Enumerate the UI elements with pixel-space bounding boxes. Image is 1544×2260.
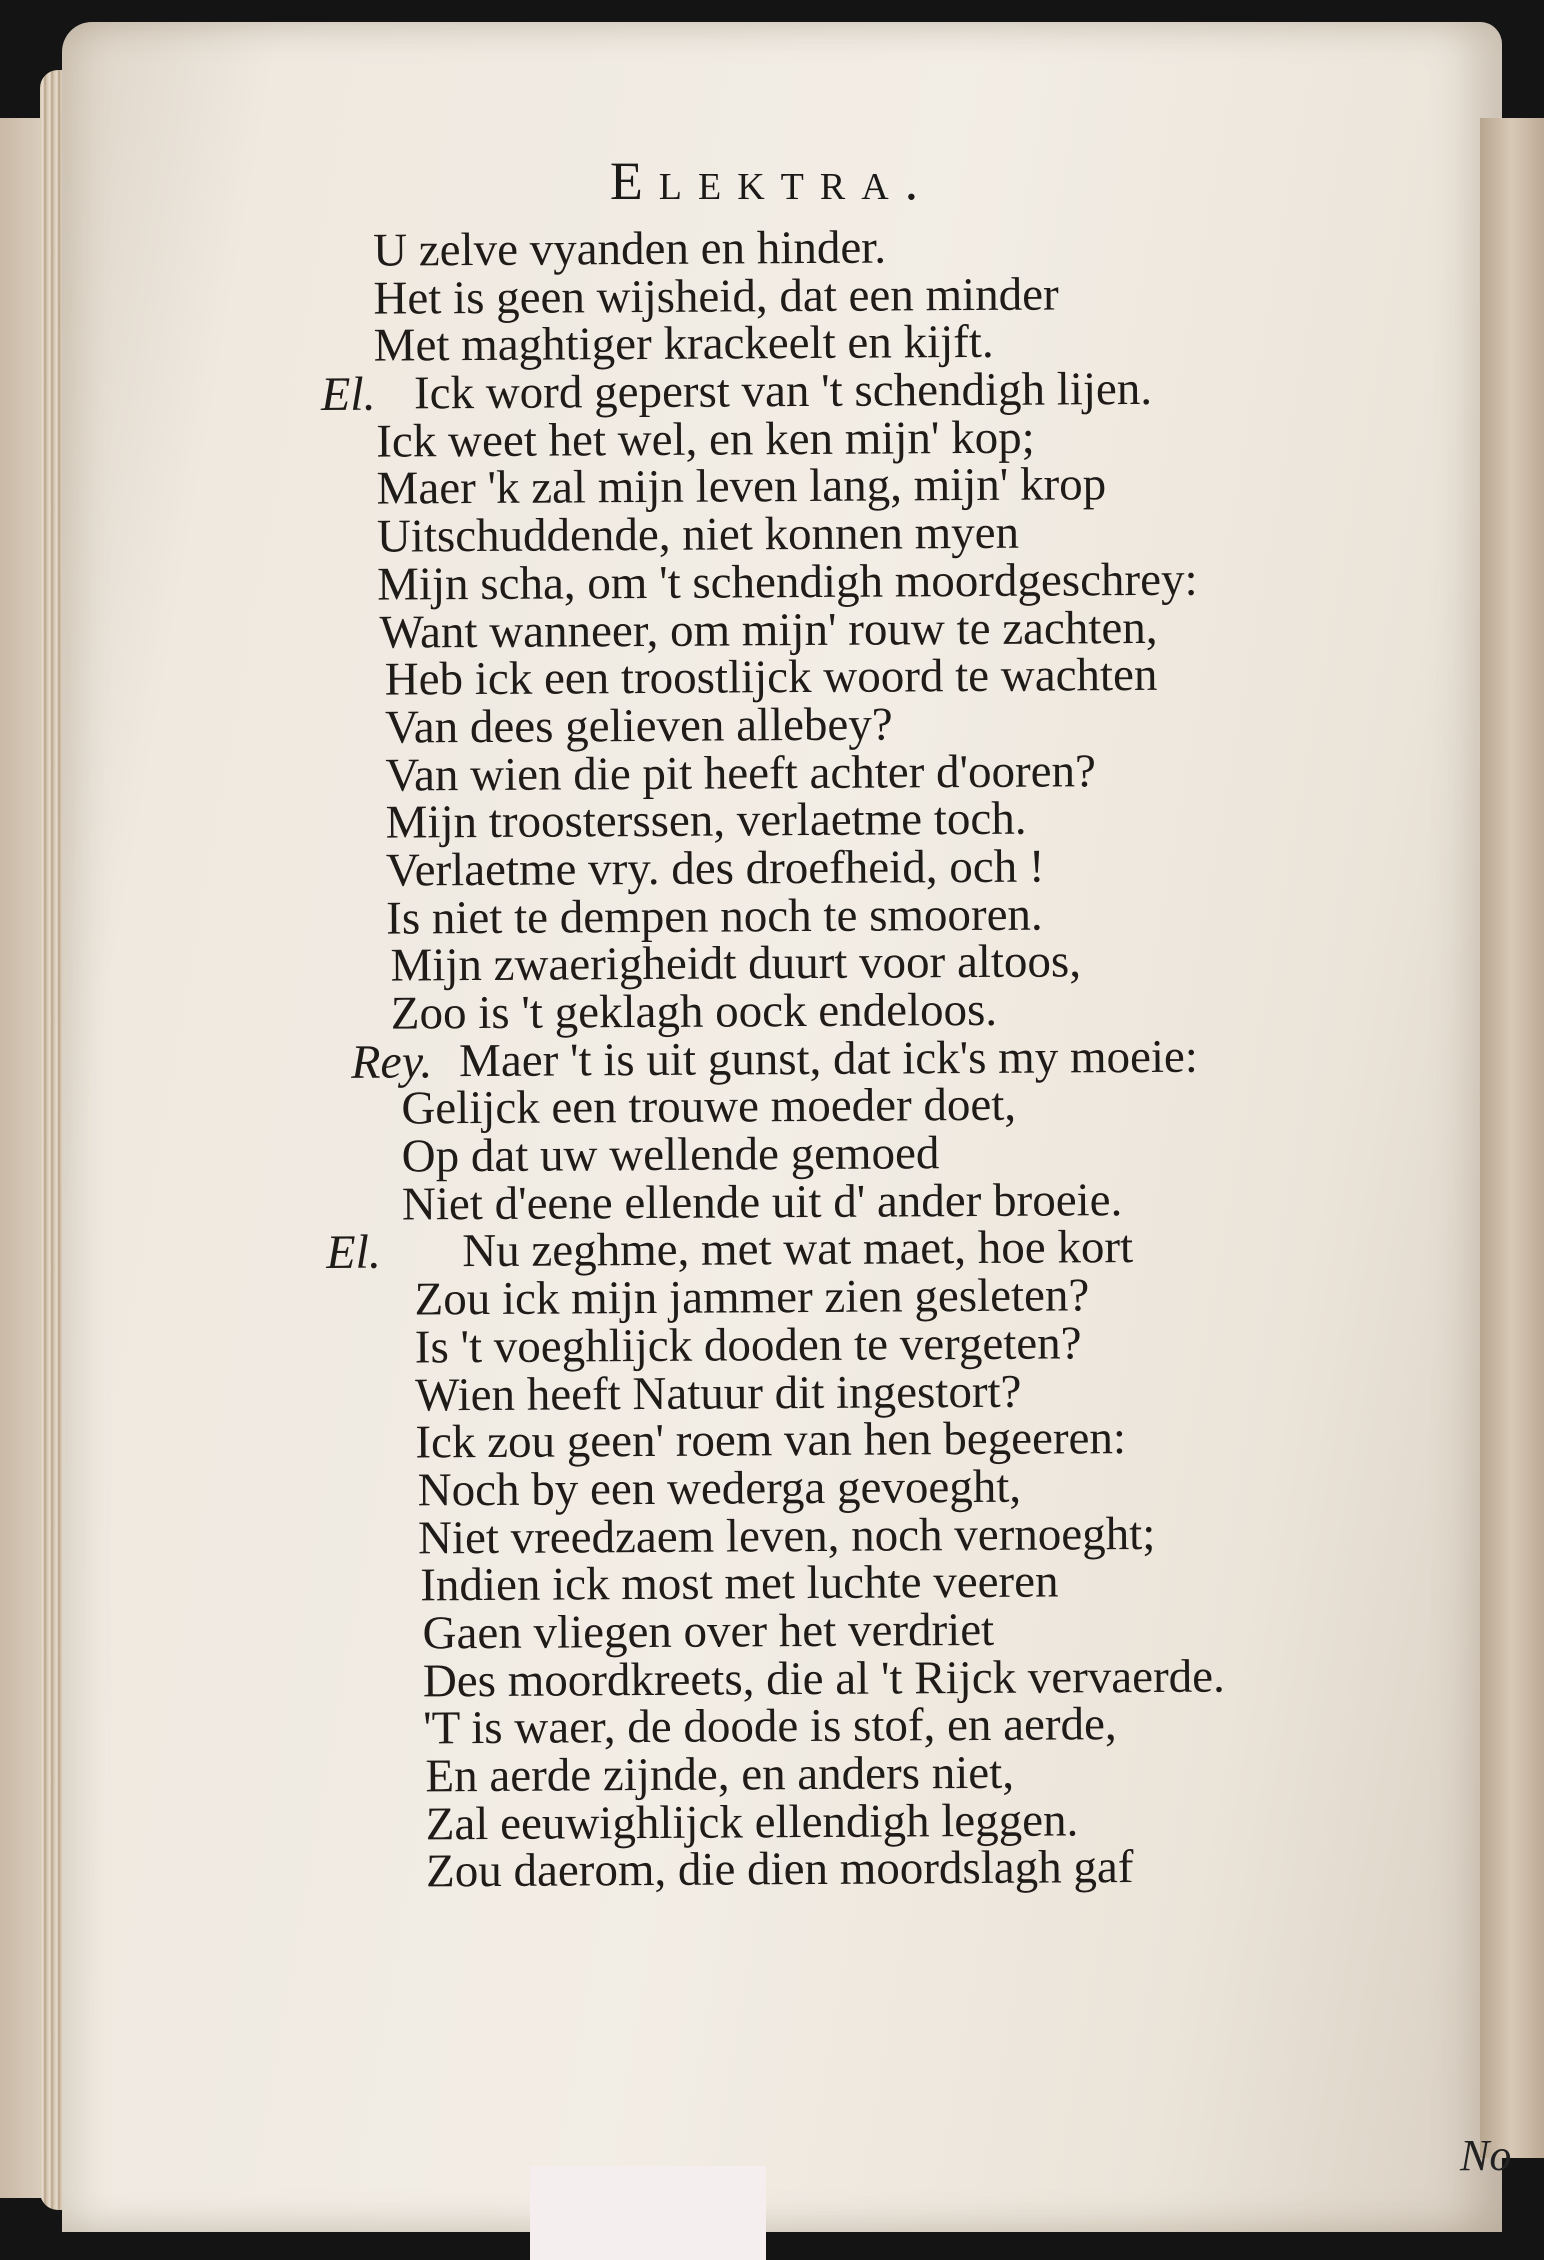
verse-line <box>329 1652 1489 1707</box>
verse-line <box>324 889 1484 944</box>
verse-line <box>327 1318 1487 1373</box>
verse-line-text: Ick weet het wel, en ken mijn' kop; <box>376 411 1035 468</box>
verse-line <box>330 1795 1490 1850</box>
verse-line <box>321 412 1481 467</box>
verse-line <box>322 507 1482 562</box>
verse-text-block <box>320 221 1490 1897</box>
verse-line-text: Niet d'eene ellende uit d' ander broeie. <box>401 1173 1123 1231</box>
verse-line-text: Zoo is 't geklagh oock endeloos. <box>390 983 998 1040</box>
verse-line-text: Het is geen wijsheid, dat een minder <box>373 268 1059 325</box>
verse-line <box>326 1270 1486 1325</box>
verse-line <box>329 1699 1489 1754</box>
verse-line <box>325 1032 1485 1087</box>
verse-line-text: Maer 'k zal mijn leven lang, mijn' krop <box>376 458 1107 516</box>
verse-line <box>324 841 1484 896</box>
verse-line-text: Indien ick most met luchte veeren <box>420 1555 1059 1612</box>
verse-line-text: 'T is waer, de doode is stof, en aerde, <box>423 1698 1117 1755</box>
verse-line-text: Is niet te dempen noch te smooren. <box>386 888 1043 945</box>
verse-line <box>324 936 1484 991</box>
verse-line <box>323 745 1483 800</box>
verse-line <box>323 793 1483 848</box>
verse-line-text: Met maghtiger krackeelt en kijft. <box>373 316 994 373</box>
verse-line <box>321 316 1481 371</box>
verse-line-text: Nu zeghme, met wat maet, hoe kort <box>462 1221 1134 1278</box>
verse-line-text: Zou daerom, die dien moordslagh gaf <box>425 1841 1134 1898</box>
verse-line-text: En aerde zijnde, en anders niet, <box>425 1746 1015 1803</box>
verse-line-text: Mijn scha, om 't schendigh moordgeschrey: <box>377 553 1198 611</box>
verse-line <box>322 602 1482 657</box>
verse-line <box>328 1508 1488 1563</box>
verse-line <box>326 1221 1486 1280</box>
verse-line <box>323 698 1483 753</box>
verse-line-text: Mijn troosterssen, verlaetme toch. <box>385 792 1027 849</box>
verse-line-text: Is 't voeghlijck dooden te vergeten? <box>414 1317 1082 1374</box>
verse-line <box>320 362 1481 422</box>
speaker-label: El. <box>326 1226 382 1280</box>
verse-line-text: Noch by een wederga gevoeght, <box>417 1460 1022 1517</box>
verse-line-text: Want wanneer, om mijn' rouw te zachten, <box>379 601 1158 659</box>
verse-line <box>328 1604 1488 1659</box>
running-head: Elektra. <box>609 151 935 211</box>
verse-line-text: Gelijck een trouwe moeder doet, <box>401 1079 1017 1135</box>
verse-line <box>321 459 1481 514</box>
verse-line <box>327 1365 1487 1420</box>
verse-line-text: Op dat uw wellende gemoed <box>401 1127 940 1183</box>
verse-line-text: Van dees gelieven allebey? <box>384 698 893 754</box>
verse-line <box>323 650 1483 705</box>
verse-line <box>320 269 1480 324</box>
verse-line-text: Ick word geperst van 't schendigh lijen. <box>413 362 1153 420</box>
verse-line <box>325 984 1485 1039</box>
verse-line-text: Niet vreedzaem leven, noch vernoeght; <box>417 1507 1156 1564</box>
verse-line <box>320 221 1480 276</box>
speaker-label: El. <box>320 367 376 422</box>
verse-line <box>329 1747 1489 1802</box>
verse-line-text: Des moordkreets, die al 't Rijck vervaerde. <box>422 1650 1225 1708</box>
verse-line-text: Zal eeuwighlijck ellendigh leggen. <box>425 1794 1079 1851</box>
verse-line <box>322 555 1482 610</box>
verse-line-text: U zelve vyanden en hinder. <box>372 221 887 277</box>
verse-line-text: Maer 't is uit gunst, dat ick's my moeie: <box>458 1030 1199 1087</box>
verse-line-text: Ick zou geen' roem van hen begeeren: <box>415 1412 1127 1469</box>
verse-line-text: Mijn zwaerigheidt duurt voor altoos, <box>390 935 1082 992</box>
verse-line-text: Verlaetme vry. des droefheid, och ! <box>385 840 1045 897</box>
facing-page-fragment: No <box>1460 2131 1512 2180</box>
verse-line <box>327 1413 1487 1468</box>
verse-line <box>328 1461 1488 1516</box>
verse-line <box>326 1127 1486 1182</box>
verse-line <box>325 1079 1485 1134</box>
verse-line-text: Wien heeft Natuur dit ingestort? <box>414 1365 1022 1421</box>
verse-line-text: Uitschuddende, niet konnen myen <box>376 506 1020 563</box>
speaker-label: Rey. <box>350 1035 433 1089</box>
verse-line-text: Heb ick een troostlijck woord te wachten <box>384 649 1158 706</box>
verse-line <box>326 1175 1486 1230</box>
verse-line-text: Zou ick mijn jammer zien gesleten? <box>414 1269 1090 1326</box>
verse-line-text: Van wien die pit heeft achter d'ooren? <box>385 744 1097 802</box>
verse-line <box>328 1556 1488 1611</box>
paper-label-sticker <box>530 2166 766 2260</box>
verse-line <box>330 1842 1490 1897</box>
verse-line-text: Gaen vliegen over het verdriet <box>422 1603 995 1660</box>
